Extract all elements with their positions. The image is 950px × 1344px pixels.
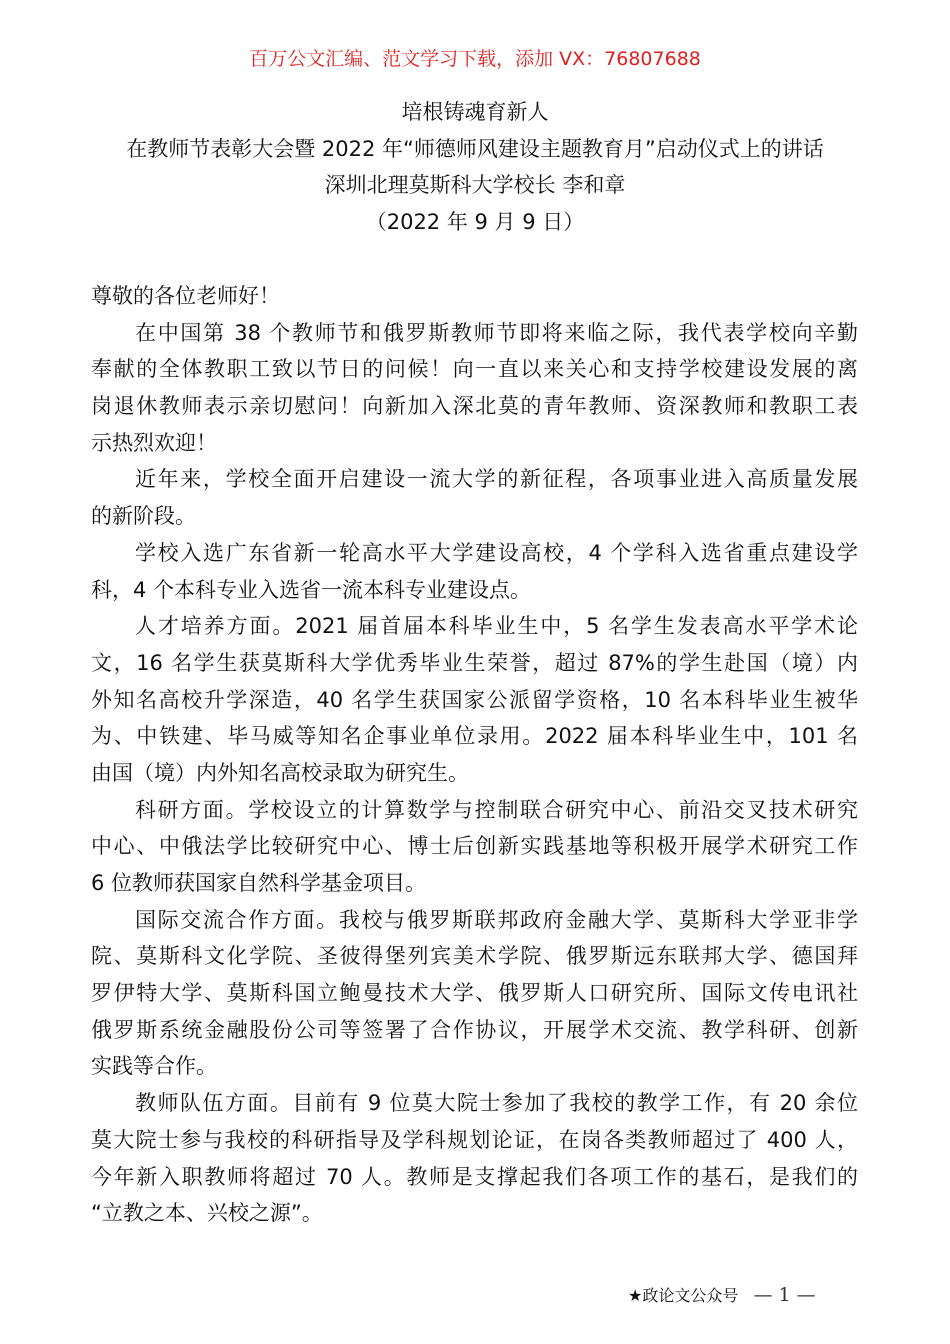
text-line: 科，4 个本科专业入选省一流本科专业建设点。 <box>91 577 532 602</box>
text-line: 今年新入职教师将超过 70 人。教师是支撑起我们各项工作的基石，是我们的 <box>91 1164 858 1189</box>
text-line: 的新阶段。 <box>91 504 196 529</box>
text-line: 为、中铁建、毕马威等知名企事业单位录用。2022 届本科毕业生中，101 名 <box>91 724 858 749</box>
paragraph <box>91 906 858 1089</box>
promo-banner: 百万公文汇编、范文学习下载，添加 VX：76807688 <box>249 48 701 70</box>
text-line: 科研方面。学校设立的计算数学与控制联合研究中心、前沿交叉技术研究 <box>135 797 858 822</box>
text-line: 罗伊特大学、莫斯科国立鲍曼技术大学、俄罗斯人口研究所、国际文传电讯社 <box>91 981 858 1006</box>
paragraph <box>91 1089 858 1236</box>
footer-source: ★政论文公众号 <box>628 1286 739 1305</box>
document-subtitle: 在教师节表彰大会暨 2022 年“师德师风建设主题教育月”启动仪式上的讲话 <box>126 137 824 161</box>
text-line: “立教之本、兴校之源”。 <box>91 1201 323 1226</box>
text-line: 示热烈欢迎！ <box>91 430 217 455</box>
text-line: 中心、中俄法学比较研究中心、博士后创新实践基地等积极开展学术研究工作 <box>91 834 858 859</box>
text-line: 教师队伍方面。目前有 9 位莫大院士参加了我校的教学工作，有 20 余位 <box>135 1091 858 1116</box>
document-title: 培根铸魂育新人 <box>401 100 549 124</box>
page-number: — 1 — <box>753 1284 816 1306</box>
text-line: 尊敬的各位老师好！ <box>91 284 280 308</box>
text-line: 近年来，学校全面开启建设一流大学的新征程，各项事业进入高质量发展 <box>135 467 858 492</box>
page-footer <box>628 1284 816 1307</box>
text-line: 在中国第 38 个教师节和俄罗斯教师节即将来临之际，我代表学校向辛勤 <box>135 320 858 345</box>
speech-date: （2022 年 9 月 9 日） <box>365 210 585 234</box>
paragraph <box>91 465 858 538</box>
text-line: 奉献的全体教职工致以节日的问候！向一直以来关心和支持学校建设发展的离 <box>91 357 858 382</box>
text-line: 实践等合作。 <box>91 1054 217 1079</box>
text-line: 国际交流合作方面。我校与俄罗斯联邦政府金融大学、莫斯科大学亚非学 <box>135 907 858 932</box>
salutation <box>91 282 858 319</box>
paragraph <box>91 612 858 795</box>
speaker-line: 深圳北理莫斯科大学校长 李和章 <box>324 173 626 197</box>
text-line: 人才培养方面。2021 届首届本科毕业生中，5 名学生发表高水平学术论 <box>135 614 858 639</box>
text-line: 俄罗斯系统金融股份公司等签署了合作协议，开展学术交流、教学科研、创新 <box>91 1017 858 1042</box>
paragraph <box>91 539 858 612</box>
text-line: 文，16 名学生获莫斯科大学优秀毕业生荣誉，超过 87%的学生赴国（境）内 <box>91 650 858 675</box>
text-line: 莫大院士参与我校的科研指导及学科规划论证，在岗各类教师超过了 400 人， <box>91 1127 858 1152</box>
text-line: 由国（境）内外知名高校录取为研究生。 <box>91 760 469 785</box>
text-line: 岗退休教师表示亲切慰问！向新加入深北莫的青年教师、资深教师和教职工表 <box>91 394 858 419</box>
text-line: 学校入选广东省新一轮高水平大学建设高校，4 个学科入选省重点建设学 <box>135 540 858 565</box>
paragraph <box>91 319 858 466</box>
document-body <box>91 282 858 1236</box>
text-line: 外知名高校升学深造，40 名学生获国家公派留学资格，10 名本科毕业生被华 <box>91 687 858 712</box>
text-line: 6 位教师获国家自然科学基金项目。 <box>91 871 427 895</box>
text-line: 院、莫斯科文化学院、圣彼得堡列宾美术学院、俄罗斯远东联邦大学、德国拜 <box>91 944 858 969</box>
paragraph <box>91 796 858 906</box>
